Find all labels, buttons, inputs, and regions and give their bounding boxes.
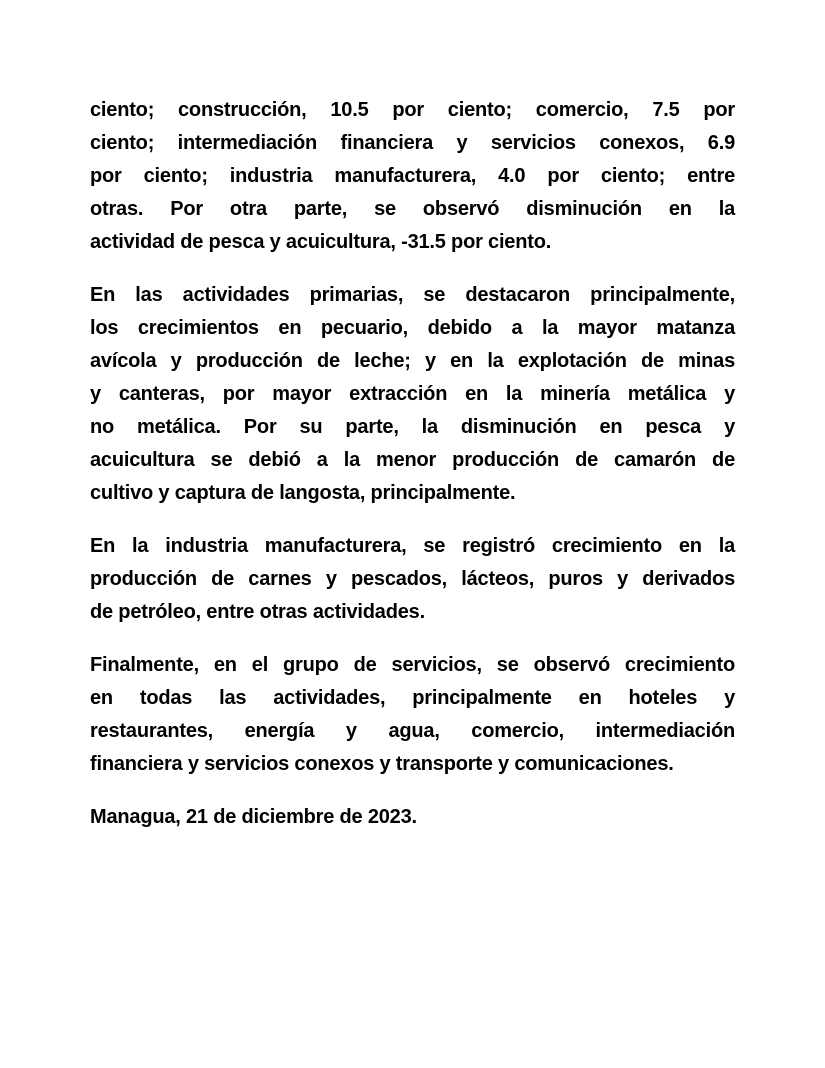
text-line: ciento; construcción, 10.5 por ciento; comercio, 7.5 por	[90, 99, 735, 121]
text-line: de petróleo, entre otras actividades.	[90, 601, 425, 623]
text-line: financiera y servicios conexos y transporte y comunicaciones.	[90, 753, 674, 775]
text-line: acuicultura se debió a la menor producción de camarón de	[90, 449, 735, 471]
text-line: los crecimientos en pecuario, debido a la mayor matanza	[90, 317, 735, 339]
text-line: ciento; intermediación financiera y servicios conexos, 6.9	[90, 132, 735, 154]
primary-activities-paragraph	[90, 279, 735, 510]
text-line: restaurantes, energía y agua, comercio, intermediación	[90, 720, 735, 742]
text-line: En las actividades primarias, se destacaron principalmente,	[90, 284, 735, 306]
manufacturing-paragraph	[90, 530, 735, 629]
text-line: otras. Por otra parte, se observó disminución en la	[90, 198, 735, 220]
growth-by-sector-paragraph	[90, 94, 735, 259]
text-line: por ciento; industria manufacturera, 4.0 por ciento; entre	[90, 165, 735, 187]
text-line: En la industria manufacturera, se registró crecimiento en la	[90, 535, 735, 557]
text-line: Finalmente, en el grupo de servicios, se observó crecimiento	[90, 654, 735, 676]
text-line: en todas las actividades, principalmente en hoteles y	[90, 687, 735, 709]
text-line: producción de carnes y pescados, lácteos, puros y derivados	[90, 568, 735, 590]
dateline-paragraph	[90, 801, 735, 834]
services-paragraph	[90, 649, 735, 781]
text-line: Managua, 21 de diciembre de 2023.	[90, 806, 417, 828]
text-line: actividad de pesca y acuicultura, -31.5 por ciento.	[90, 231, 552, 253]
text-line: cultivo y captura de langosta, principalmente.	[90, 482, 516, 504]
text-line: y canteras, por mayor extracción en la minería metálica y	[90, 383, 735, 405]
text-line: no metálica. Por su parte, la disminución en pesca y	[90, 416, 735, 438]
text-line: avícola y producción de leche; y en la explotación de minas	[90, 350, 735, 372]
document-body	[90, 94, 735, 854]
